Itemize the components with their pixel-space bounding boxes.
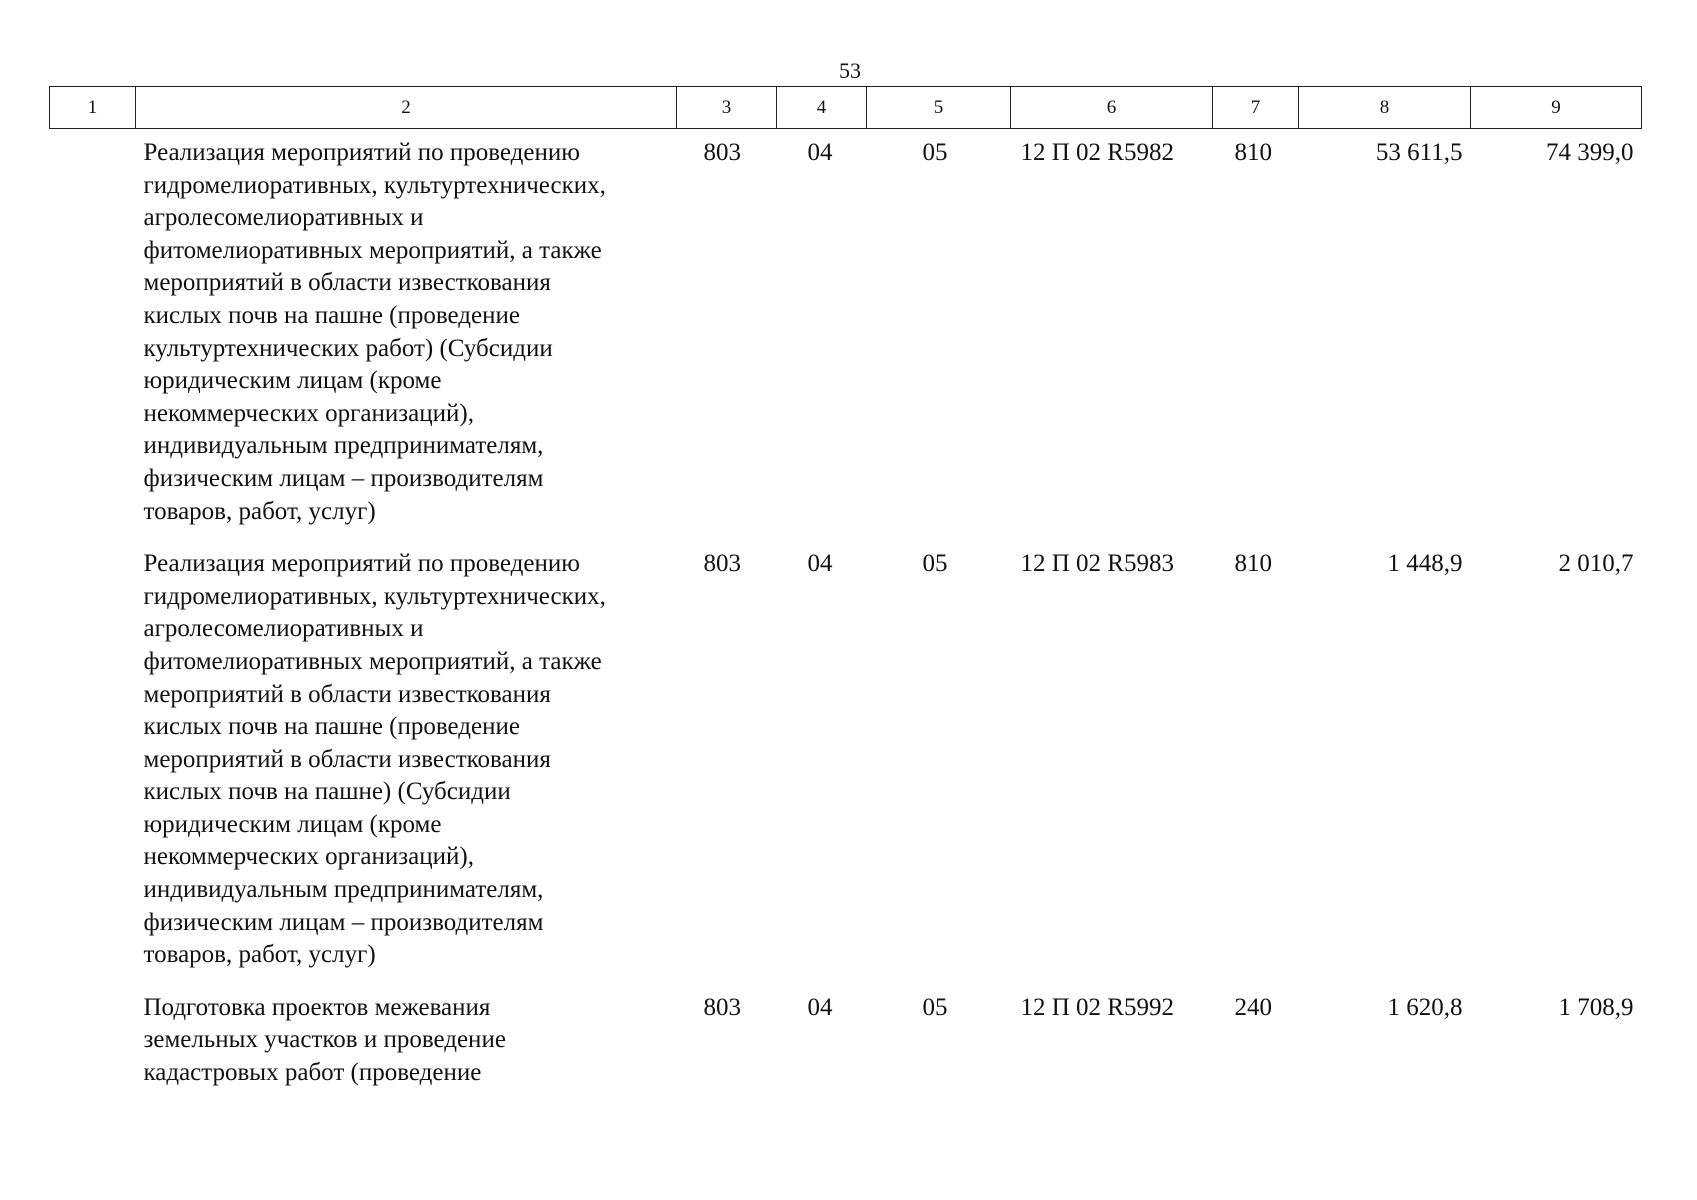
- cell-gl: 803: [703, 993, 741, 1021]
- cell-type: 810: [1234, 139, 1272, 166]
- cell-amount-9: 2 010,7: [1558, 550, 1634, 578]
- description-line: фитомелиоративных мероприятий, а также: [143, 647, 602, 675]
- cell-description: [136, 540, 677, 984]
- description-line: кислых почв на пашне) (Субсидии: [143, 778, 511, 806]
- cell-amount-8: 1 448,9: [1387, 550, 1463, 578]
- header-cell-3: 3: [677, 87, 777, 129]
- cell-subsection: 05: [922, 993, 948, 1021]
- description-line: кислых почв на пашне (проведение: [143, 713, 520, 741]
- description-line: товаров, работ, услуг): [143, 497, 376, 525]
- description-line: мероприятий в области известкования: [143, 269, 551, 297]
- description-line: индивидуальным предпринимателям,: [143, 876, 544, 904]
- cell-description: [136, 984, 677, 1102]
- cell-amount-8: 53 611,5: [1375, 139, 1463, 166]
- description-line: Реализация мероприятий по проведению: [143, 550, 580, 578]
- cell-amount-9: 1 708,9: [1558, 993, 1634, 1021]
- header-cell-1: 1: [50, 87, 136, 129]
- description-line: агролесомелиоративных и: [143, 615, 424, 643]
- header-cell-6: 6: [1011, 87, 1213, 129]
- table-row: [50, 984, 1642, 1102]
- table-row: [50, 540, 1642, 984]
- cell-target: 12 П 02 R5982: [1020, 139, 1174, 166]
- header-cell-9: 9: [1471, 87, 1642, 129]
- header-cell-2: 2: [136, 87, 677, 129]
- cell-type: 810: [1234, 550, 1272, 578]
- table-body: [50, 129, 1642, 1102]
- description-line: товаров, работ, услуг): [143, 941, 376, 969]
- description-line: физическим лицам – производителям: [143, 464, 544, 492]
- description-line: мероприятий в области известкования: [143, 745, 551, 773]
- description-line: некоммерческих организаций),: [143, 843, 474, 871]
- cell-target: 12 П 02 R5983: [1020, 550, 1174, 578]
- cell-target: 12 П 02 R5992: [1020, 993, 1174, 1021]
- description-line: агролесомелиоративных и: [143, 204, 424, 232]
- cell-description: [136, 129, 677, 541]
- description-line: индивидуальным предпринимателям,: [143, 432, 544, 460]
- description-line: юридическим лицам (кроме: [143, 810, 442, 838]
- description-line: земельных участков и проведение: [143, 1026, 506, 1054]
- description-line: физическим лицам – производителям: [143, 908, 544, 936]
- cell-gl: 803: [703, 550, 741, 578]
- budget-table: [49, 86, 1642, 1102]
- table-row: [50, 129, 1642, 541]
- cell-1: [50, 984, 136, 1102]
- description-line: гидромелиоративных, культуртехнических,: [143, 171, 606, 199]
- description-line: Реализация мероприятий по проведению: [143, 139, 580, 166]
- cell-section: 04: [807, 550, 833, 578]
- description-line: некоммерческих организаций),: [143, 399, 474, 427]
- header-cell-4: 4: [777, 87, 867, 129]
- description-line: гидромелиоративных, культуртехнических,: [143, 582, 606, 610]
- cell-amount-8: 1 620,8: [1387, 993, 1463, 1021]
- description-line: кислых почв на пашне (проведение: [143, 301, 520, 329]
- header-cell-7: 7: [1213, 87, 1299, 129]
- description-line: культуртехнических работ) (Субсидии: [143, 334, 553, 362]
- header-row: [50, 87, 1642, 129]
- description-line: фитомелиоративных мероприятий, а также: [143, 236, 602, 264]
- cell-gl: 803: [703, 139, 741, 166]
- cell-subsection: 05: [922, 550, 948, 578]
- cell-subsection: 05: [922, 139, 948, 166]
- page-number: 53: [839, 58, 861, 83]
- cell-1: [50, 129, 136, 541]
- cell-amount-9: 74 399,0: [1546, 139, 1634, 166]
- header-cell-5: 5: [867, 87, 1011, 129]
- description-line: юридическим лицам (кроме: [143, 367, 442, 395]
- cell-1: [50, 540, 136, 984]
- description-line: Подготовка проектов межевания: [143, 993, 491, 1021]
- cell-type: 240: [1234, 993, 1272, 1021]
- cell-section: 04: [807, 993, 833, 1021]
- header-cell-8: 8: [1299, 87, 1471, 129]
- description-line: мероприятий в области известкования: [143, 680, 551, 708]
- cell-section: 04: [807, 139, 833, 166]
- description-line: кадастровых работ (проведение: [143, 1059, 482, 1087]
